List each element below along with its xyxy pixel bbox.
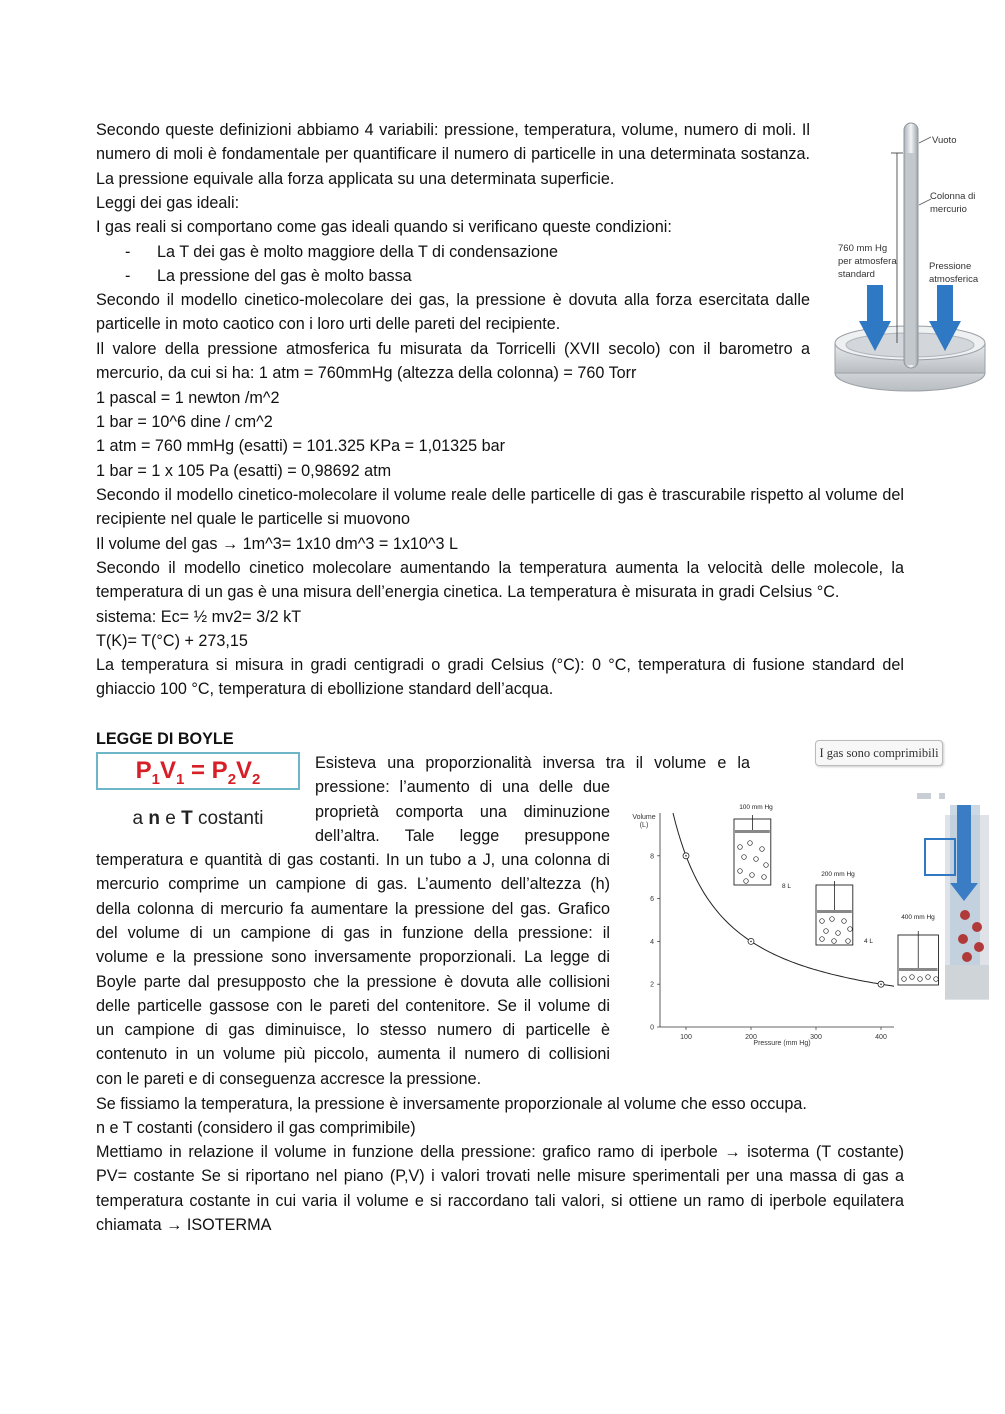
real-gas-conditions: I gas reali si comportano come gas ideali quando si verificano queste condizioni: <box>96 218 672 236</box>
bullet-marker: - <box>125 243 131 261</box>
gas-particle <box>754 857 759 862</box>
boyle-body-line: contenuto in un volume più piccolo, aumenta il numero di collisioni <box>96 1045 610 1064</box>
y-tick-label: 6 <box>650 896 654 904</box>
gas-particle <box>744 879 749 884</box>
isotherm-curve <box>673 813 894 986</box>
x-tick-label: 300 <box>810 1034 822 1041</box>
vacuum-label: Vuoto <box>932 135 957 146</box>
gas-particle <box>910 975 915 980</box>
isotherm-paragraph: Mettiamo in relazione il volume in funzione della pressione: grafico ramo di iperbole → isoterma (T costante) PV= costante Se si riportano nel piano (P,V) i valori trovati nelle misure sperimentali per una massa di gas a temperatura costante in cui varia il volume e si raccordano tali valori, si ottiene un ramo di iperbole equilatera chiamata → ISOTERMA <box>96 1143 904 1234</box>
boyle-intro-line: Esisteva una proporzionalità inversa tra il volume e la <box>315 754 750 772</box>
fixed-temperature-line: Se fissiamo la temperatura, la pressione è inversamente proporzionale al volume che esso occupa. <box>96 1095 807 1113</box>
column-label: mercurio <box>930 204 967 215</box>
compressible-badge: I gas sono comprimibili <box>815 740 943 766</box>
temperature-model-paragraph: Secondo il modello cinetico molecolare aumentando la temperatura aumenta la velocità delle molecole, la temperatura di un gas è una misura dell’energia cinetica. La temperatura è misurata in gradi Celsius °C. <box>96 559 904 602</box>
ideal-gas-laws-label: Leggi dei gas ideali: <box>96 194 240 212</box>
list-item: La pressione del gas è molto bassa <box>157 267 412 285</box>
boyle-body-line: della colonna di mercurio fa aumentare la pressione del gas. Grafico <box>96 899 610 918</box>
boyle-formula: $P_1V_1 = P_2V_2$ <box>135 757 261 788</box>
gas-particle <box>848 927 853 932</box>
data-point-center <box>685 855 687 857</box>
gas-particle <box>830 917 835 922</box>
boyle-intro-line: proprietà comporta una diminuzione <box>315 803 610 821</box>
gas-particle <box>738 845 743 850</box>
gas-particle <box>742 855 747 860</box>
gas-particle <box>934 977 939 982</box>
gas-particle <box>846 939 851 944</box>
constant-conditions: a n e T costanti <box>132 808 264 829</box>
boyle-body-line: con le pareti e di conseguenza accresce la pressione. <box>96 1069 482 1088</box>
gas-particle <box>760 847 765 852</box>
x-tick-label: 400 <box>875 1034 887 1041</box>
list-item: La T dei gas è molto maggiore della T di condensazione <box>157 243 559 261</box>
gas-particle <box>738 869 743 874</box>
boyle-body-line: delle particelle gassose con le pareti del contenitore. Se il volume di <box>96 996 610 1015</box>
data-point-center <box>750 941 752 943</box>
piston-plate <box>735 830 770 833</box>
kelvin-line: T(K)= T(°C) + 273,15 <box>96 632 248 650</box>
y-tick-label: 0 <box>650 1024 654 1032</box>
y-tick-label: 8 <box>650 853 654 861</box>
boyle-body-line: mercurio comprime un campione di gas. L’aumento dell’altezza (h) <box>96 875 610 894</box>
pressure-model-paragraph: Secondo il modello cinetico-molecolare dei gas, la pressione è dovuta alla forza esercitata dalle particelle in moto caotico con i loro urti delle pareti del recipiente. <box>96 291 810 334</box>
celsius-paragraph: La temperatura si misura in gradi centigradi o gradi Celsius (°C): 0 °C, temperatura di fusione standard del ghiaccio 100 °C, temperatura di ebollizione standard dell’acqua. <box>96 656 904 699</box>
container-volume-label: 4 L <box>864 938 874 945</box>
gas-particle <box>750 873 755 878</box>
container-pressure-label: 400 mm Hg <box>901 914 935 921</box>
volume-model-paragraph: Secondo il modello cinetico-molecolare il volume reale delle particelle di gas è trascurabile rispetto al volume del recipiente nel quale le particelle si muovono <box>96 486 904 529</box>
intro-paragraph: Secondo queste definizioni abbiamo 4 variabili: pressione, temperatura, volume, numero di moli. Il numero di moli è fondamentale per quantificare il numero di particelle in una determinata sostanza. La pressione equivale alla forza applicata su una determinata superficie. <box>96 121 810 188</box>
gas-particle <box>918 977 923 982</box>
column-label: Colonna di <box>930 191 976 202</box>
gas-particle <box>836 931 841 936</box>
gas-volume-line: Il volume del gas → 1m^3= 1x10 dm^3 = 1x10^3 L <box>96 535 459 553</box>
gas-particle <box>748 841 753 846</box>
container-pressure-label: 100 mm Hg <box>739 804 773 811</box>
torricelli-paragraph: Il valore della pressione atmosferica fu misurata da Torricelli (XVII secolo) con il barometro a mercurio, da cui si ha: 1 atm = 760mmHg (altezza della colonna) = 760 Torr <box>96 340 810 383</box>
gas-container <box>816 871 873 945</box>
unit-line: 1 bar = 1 x 105 Pa (esatti) = 0,98692 atm <box>96 462 392 480</box>
bullet-marker: - <box>125 267 131 285</box>
boyle-body-line: del volume di un campione di gas in funzione della pressione: il <box>96 923 610 942</box>
y-axis-label: Volume (L) <box>632 814 656 829</box>
mmhg-label: per atmosfera <box>838 256 897 267</box>
boyle-body-line: Boyle parte dal presupposto che la pressione è dovuta alle collisioni <box>96 972 610 991</box>
kinetic-energy-line: sistema: Ec= ½ mv2= 3/2 kT <box>96 608 302 626</box>
boyle-intro-line: pressione: l’aumento di una delle due <box>315 778 610 796</box>
y-tick-label: 4 <box>650 938 654 946</box>
section-heading: LEGGE DI BOYLE <box>96 730 234 748</box>
gas-particle <box>926 975 931 980</box>
gas-particle <box>762 875 767 880</box>
mercury-column-icon <box>907 153 915 365</box>
piston-plate <box>817 910 852 913</box>
boyle-chart <box>622 795 935 1060</box>
boyle-formula-box <box>96 752 300 790</box>
boyle-body-line: volume e la pressione sono inversamente proporzionali. La legge di <box>96 948 610 967</box>
barometer-figure <box>825 115 1005 405</box>
gas-particle <box>764 863 769 868</box>
gas-particle <box>824 929 829 934</box>
y-tick-label: 2 <box>650 981 654 989</box>
unit-line: 1 pascal = 1 newton /m^2 <box>96 389 280 407</box>
atm-pressure-label: atmosferica <box>929 274 979 285</box>
gas-particle <box>832 939 837 944</box>
nt-constant-line: n e T costanti (considero il gas comprimibile) <box>96 1119 416 1137</box>
unit-line: 1 atm = 760 mmHg (esatti) = 101.325 KPa = 1,01325 bar <box>96 437 505 455</box>
x-tick-label: 100 <box>680 1034 692 1041</box>
gas-container <box>734 804 791 890</box>
piston-plate <box>899 968 937 971</box>
mmhg-label: standard <box>838 269 875 280</box>
gas-particle <box>902 977 907 982</box>
mmhg-label: 760 mm Hg <box>838 243 888 254</box>
boyle-intro-line: dell’altra. Tale legge presuppone <box>315 827 610 845</box>
boyle-body-line: temperatura e quantità di gas costanti. In un tubo a J, una colonna di <box>96 851 610 869</box>
container-pressure-label: 200 mm Hg <box>821 871 855 878</box>
data-point-center <box>880 983 882 985</box>
unit-line: 1 bar = 10^6 dine / cm^2 <box>96 413 273 431</box>
x-axis-label: Pressure (mm Hg) <box>753 1040 811 1047</box>
gas-particle <box>820 919 825 924</box>
gas-particle <box>842 919 847 924</box>
boyle-body-line: un campione di gas diminuisce, lo stesso numero di particelle è <box>96 1021 610 1040</box>
x-tick-label: 200 <box>745 1034 757 1041</box>
gas-particle <box>820 937 825 942</box>
atm-pressure-label: Pressione <box>929 261 972 272</box>
container-volume-label: 8 L <box>782 883 792 890</box>
